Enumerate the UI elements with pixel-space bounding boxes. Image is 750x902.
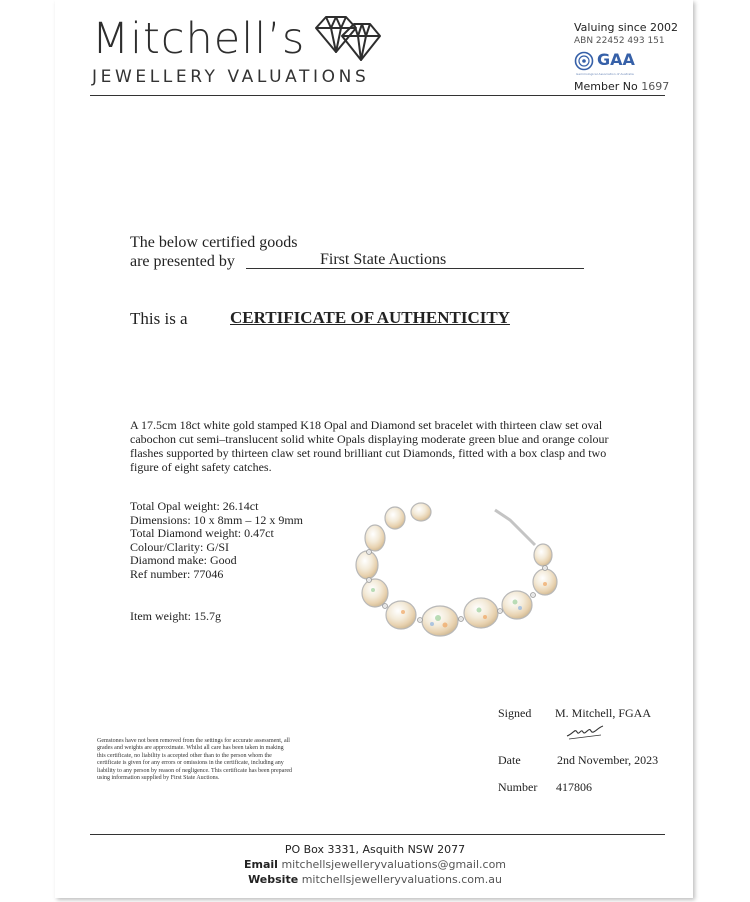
certificate-title: CERTIFICATE OF AUTHENTICITY [230, 308, 510, 327]
signed-label: Signed [498, 706, 532, 720]
member-number [574, 80, 669, 93]
spec-opal-weight: Total Opal weight: 26.14ct [130, 499, 259, 513]
signature-mark [565, 722, 605, 742]
number-value: 417806 [556, 780, 592, 794]
email-link[interactable]: mitchellsjewelleryvaluations@gmail.com [281, 858, 507, 871]
footer-website [0, 873, 750, 886]
abn-number: ABN 22452 493 151 [574, 36, 665, 46]
member-value: 1697 [641, 80, 670, 93]
spec-colour-clarity: Colour/Clarity: G/SI [130, 539, 229, 554]
diamond-logo-icon [312, 14, 382, 62]
brand-name: Mitchell’s [92, 14, 306, 64]
member-label: Member No [574, 80, 638, 93]
specs-list [130, 500, 303, 581]
gaa-logo-text: GAA [597, 50, 635, 69]
spec-diamond-make: Diamond make: Good [130, 553, 237, 567]
gaa-emblem-icon [574, 51, 594, 71]
spec-diamond-weight: Total Diamond weight: 0.47ct [130, 526, 274, 540]
footer-divider [90, 834, 665, 835]
spec-dimensions: Dimensions: 10 x 8mm – 12 x 9mm [130, 512, 304, 527]
signed-value: M. Mitchell, FGAA [555, 706, 651, 720]
number-label: Number [498, 780, 538, 794]
spec-ref-number: Ref number: 77046 [130, 566, 224, 581]
website-link[interactable]: mitchellsjewelleryvaluations.com.au [301, 873, 502, 886]
valuing-since: Valuing since 2002 [574, 21, 679, 34]
certificate-prefix: This is a [130, 309, 188, 328]
disclaimer-text: Gemstones have not been removed from the settings for accurate assessment, all grades and weights are approximate. Whilst all care has been taken in making this certificate, no liability is accepted other than to the person whom the certificate is given for any errors or omissions in the certificate, including any liability to any person by reason of negligence. This certificate has been prepared using information supplied by First State Auctions. [97, 738, 292, 782]
footer-address: PO Box 3331, Asquith NSW 2077 [284, 843, 466, 856]
footer-email [0, 858, 750, 871]
item-description: A 17.5cm 18ct white gold stamped K18 Opal and Diamond set bracelet with thirteen claw set oval cabochon cut semi–translucent solid white Opals displaying moderate green blue and orange colour flashes supported by thirteen claw set round brilliant cut Diamonds, fitted with a box clasp and two figure of eight safety catches. [130, 418, 609, 474]
item-weight: Item weight: 15.7g [130, 609, 221, 623]
intro-line-1: The below certified goods [130, 234, 298, 251]
website-label: Website [248, 873, 299, 886]
email-label: Email [243, 858, 278, 871]
header-divider [90, 95, 665, 96]
intro-line-2: are presented by [130, 253, 235, 270]
date-label: Date [498, 753, 521, 767]
presenter-name: First State Auctions [320, 251, 447, 268]
bracelet-photo [355, 500, 560, 645]
gaa-subtitle: Gemmological Association of Australia [576, 72, 634, 76]
brand-subtitle: JEWELLERY VALUATIONS [92, 67, 370, 87]
date-value: 2nd November, 2023 [557, 753, 659, 767]
